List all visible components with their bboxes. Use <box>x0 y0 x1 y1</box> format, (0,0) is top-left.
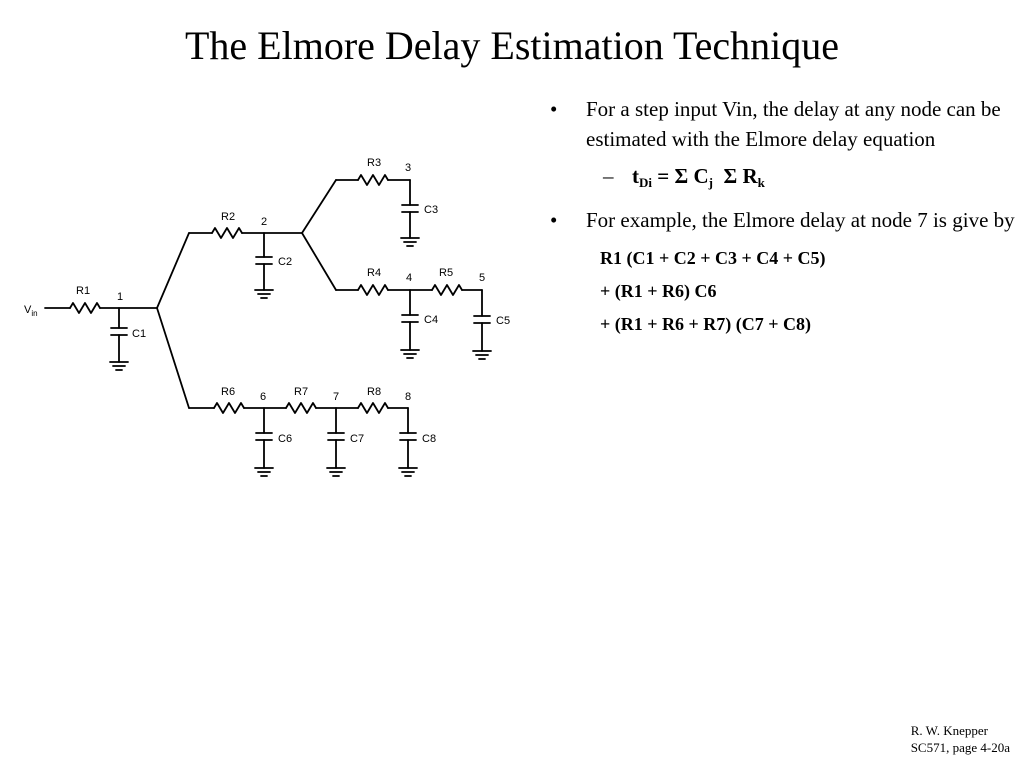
resistor-r1 <box>70 303 100 313</box>
formula-line <box>546 161 1016 198</box>
elmore-expression-line-1: R1 (C1 + C2 + C3 + C4 + C5) <box>600 248 826 268</box>
label-c3: C3 <box>424 204 439 216</box>
label-c5: C5 <box>496 315 511 327</box>
label-node-8: 8 <box>405 391 412 403</box>
label-node-7: 7 <box>333 391 340 403</box>
label-c8: C8 <box>422 433 437 445</box>
formula-sum-c: = Σ C <box>652 164 709 188</box>
label-r1: R1 <box>76 285 91 297</box>
label-c1: C1 <box>132 328 147 340</box>
label-c4: C4 <box>424 314 439 326</box>
resistor-r7 <box>286 403 316 413</box>
bullet-1-text: For a step input Vin, the delay at any node can be estimated with the Elmore delay equation <box>586 97 1001 151</box>
elmore-expression-line-3: + (R1 + R6 + R7) (C7 + C8) <box>600 314 811 334</box>
dash-marker-icon: – <box>603 164 614 188</box>
resistor-r3 <box>358 175 388 185</box>
slide-title: The Elmore Delay Estimation Technique <box>184 23 840 68</box>
formula-t: t <box>632 164 639 188</box>
label-node-5: 5 <box>479 272 486 284</box>
footer-author: R. W. Knepper <box>910 723 988 738</box>
bullet-dot-icon: • <box>550 208 558 232</box>
label-r3: R3 <box>367 157 382 169</box>
label-r5: R5 <box>439 267 454 279</box>
bullet-dot-icon: • <box>550 97 558 121</box>
label-c2: C2 <box>278 256 293 268</box>
label-node-2: 2 <box>261 216 268 228</box>
label-r4: R4 <box>367 267 382 279</box>
slide-footer <box>911 722 1010 756</box>
bullet-list <box>546 94 1016 341</box>
elmore-expression-line-2: + (R1 + R6) C6 <box>600 281 717 301</box>
footer-page: SC571, page 4-20a <box>910 740 1010 755</box>
label-node-4: 4 <box>406 272 413 284</box>
resistor-r4 <box>358 285 388 295</box>
label-r6: R6 <box>221 386 236 398</box>
resistor-r2 <box>212 228 242 238</box>
resistor-r8 <box>358 403 388 413</box>
formula-c-subscript: j <box>708 175 713 190</box>
formula-r-subscript: k <box>757 175 765 190</box>
resistor-r6 <box>214 403 244 413</box>
bullet-item-1 <box>546 94 1016 154</box>
label-r7: R7 <box>294 386 309 398</box>
label-c6: C6 <box>278 433 293 445</box>
vin-label: $V_{in}$ <box>24 304 38 318</box>
bullet-2-text: For example, the Elmore delay at node 7 is give by <box>586 208 1015 232</box>
formula-t-subscript: Di <box>639 175 652 190</box>
label-node-1: 1 <box>117 291 124 303</box>
label-r8: R8 <box>367 386 382 398</box>
label-node-6: 6 <box>260 391 267 403</box>
resistor-r5 <box>432 285 462 295</box>
bullet-item-2 <box>546 205 1016 235</box>
label-r2: R2 <box>221 211 236 223</box>
rc-tree-circuit-diagram <box>0 100 540 510</box>
label-c7: C7 <box>350 433 365 445</box>
formula-sum-r: Σ R <box>712 164 758 188</box>
label-node-3: 3 <box>405 162 412 174</box>
